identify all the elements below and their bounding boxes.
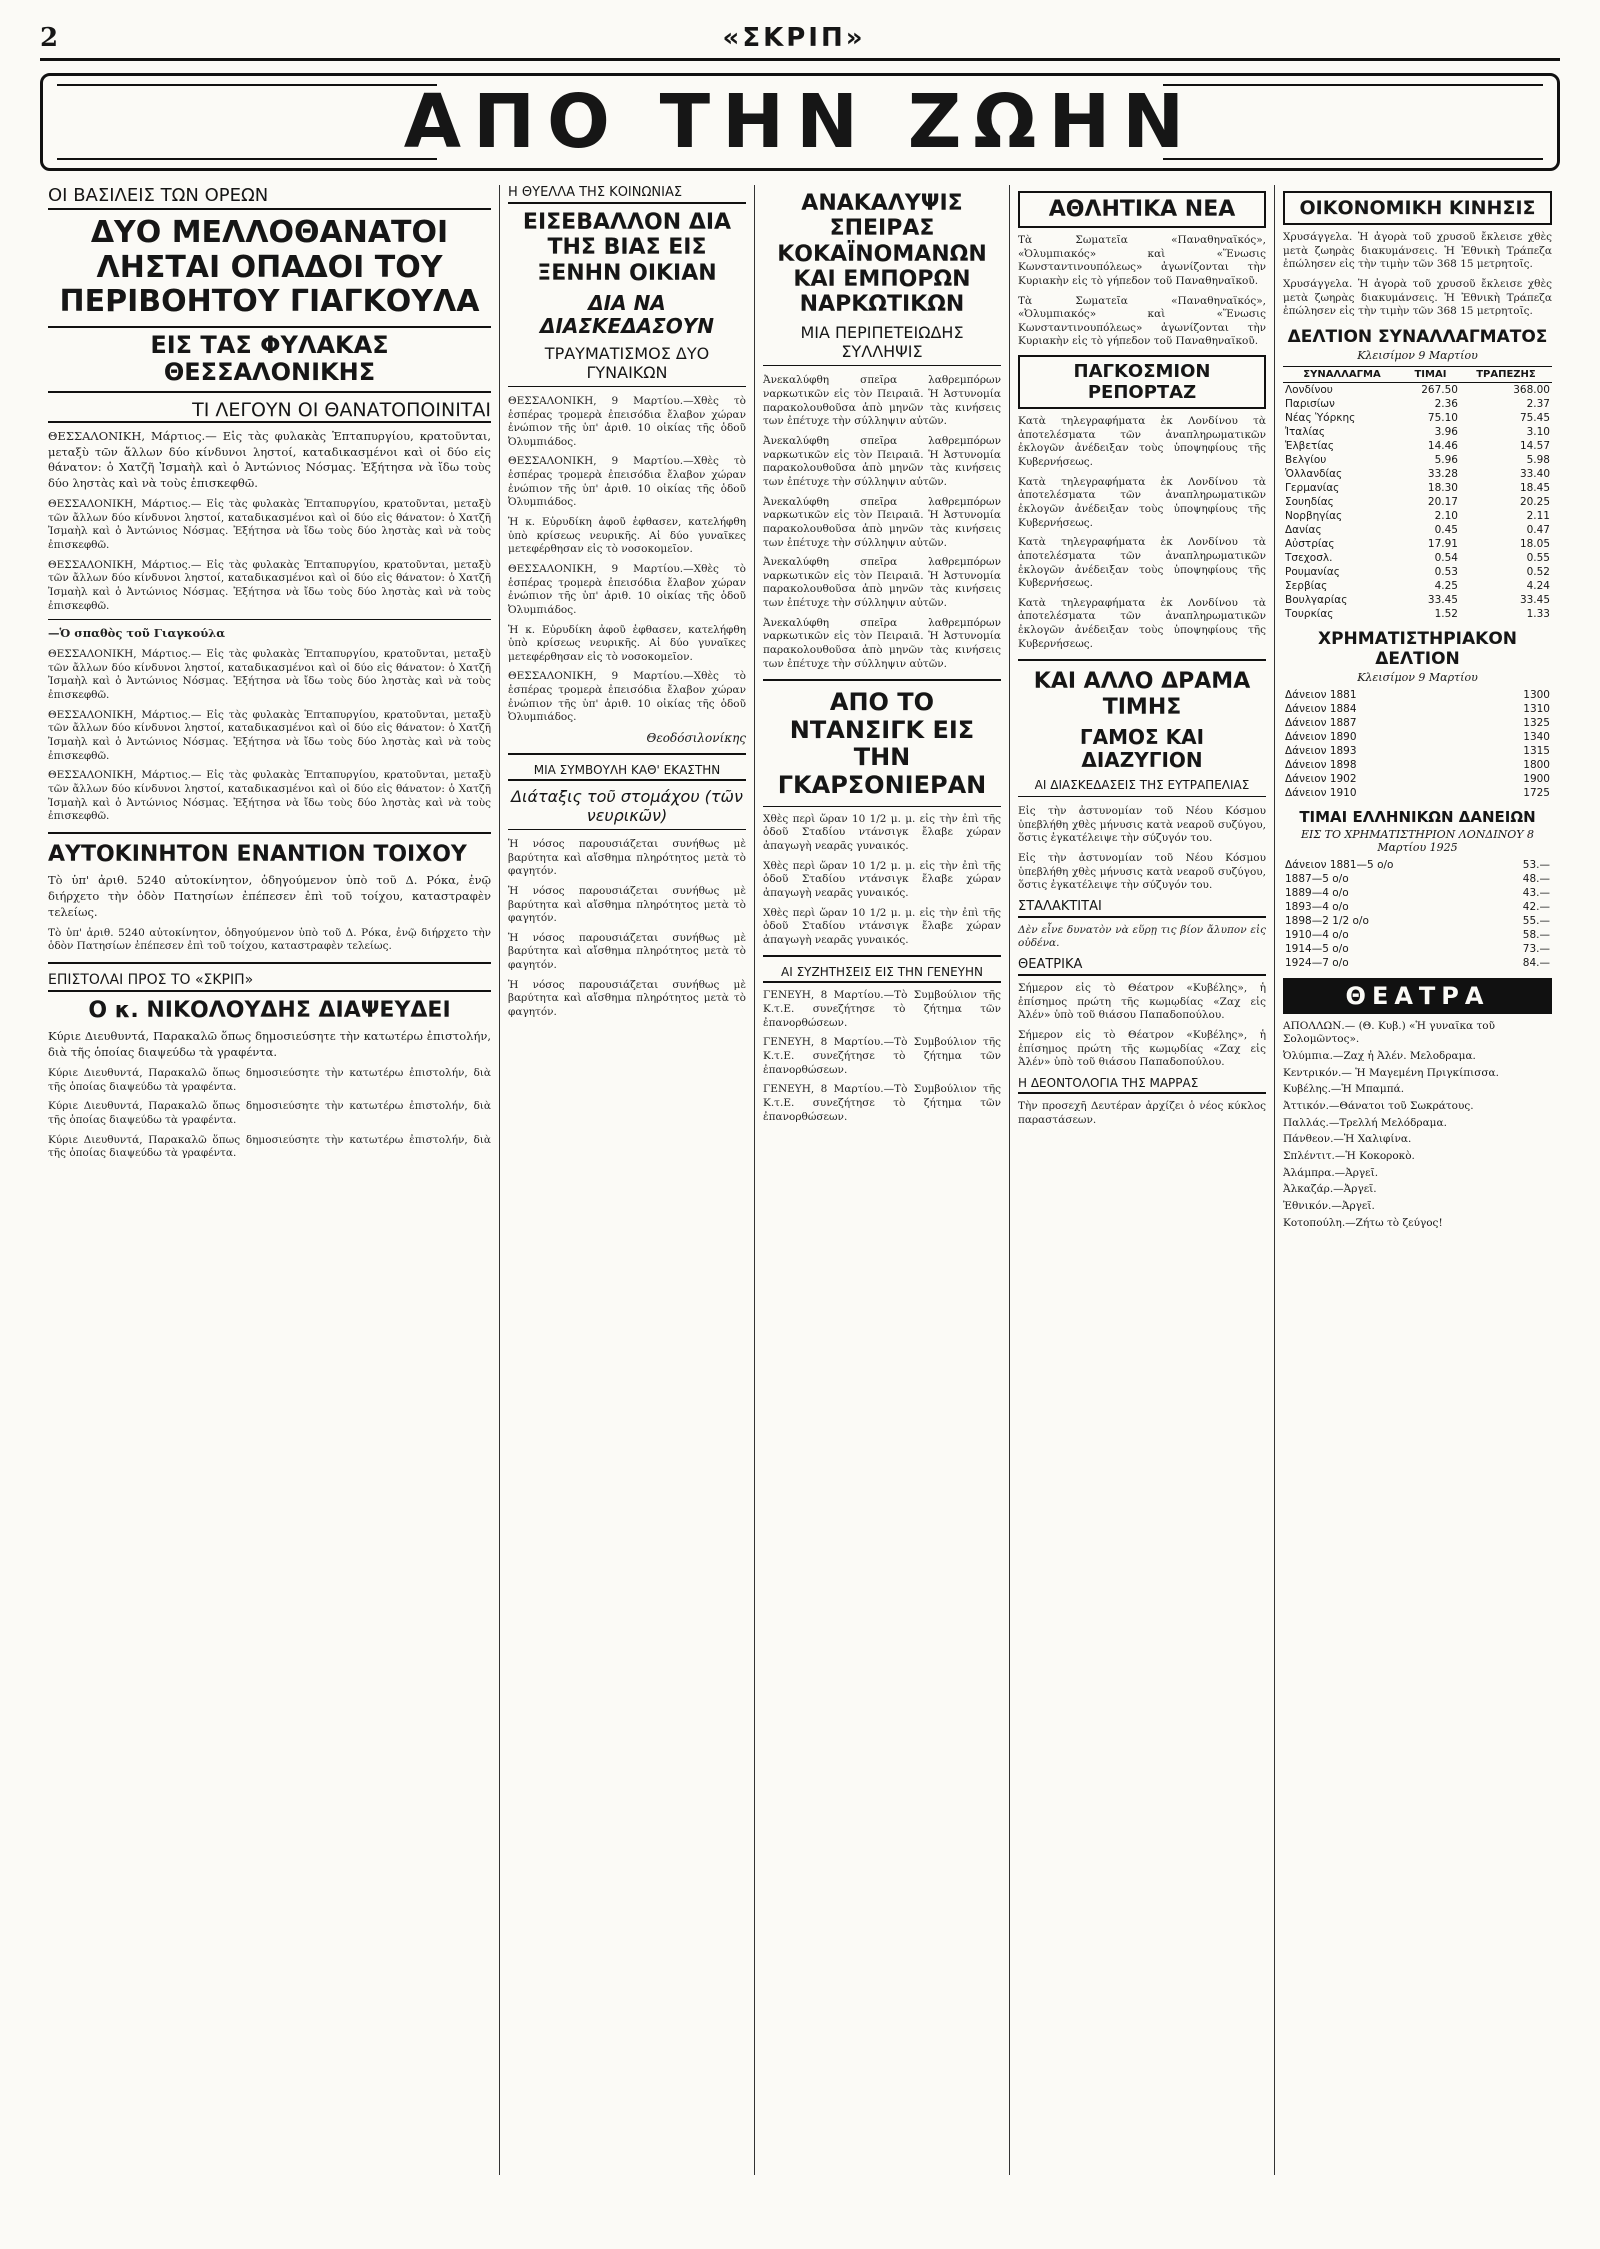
article-text: ΘΕΣΣΑΛΟΝΙΚΗ, 9 Μαρτίου.—Χθὲς τὸ ἑσπέρας τρομερὰ ἐπεισόδια ἔλαβον χώραν ἐνώπιον τῆς ὑπ' ἀριθ. 10 οἰκίας τῆς ὁδοῦ Ὀλυμπιάδος. bbox=[508, 394, 746, 448]
article-text: Χρυσάγγελα. Ἡ ἀγορὰ τοῦ χρυσοῦ ἔκλεισε χθὲς μετὰ ζωηρὰς διακυμάνσεις. Ἡ Ἐθνικὴ Τράπεζα ἐπώλησεν εἰς τὴν τιμὴν τῶν 368 15 μετρητοῖς. bbox=[1283, 277, 1552, 318]
article-text: Κατὰ τηλεγραφήματα ἐκ Λονδίνου τὰ ἀποτελέσματα τῶν ἀναπληρωματικῶν ἐκλογῶν ἀνέδειξαν τοὺς ὑποψηφίους τῆς Κυβερνήσεως. bbox=[1018, 415, 1266, 469]
article-text: Ἀνεκαλύφθη σπεῖρα λαθρεμπόρων ναρκωτικῶν εἰς τὸν Πειραιᾶ. Ἡ Ἀστυνομία παρακολουθοῦσα ἀπὸ μηνῶν τὰς κινήσεις των ἐπέτυχε τὴν σύλληψιν αὐτῶν. bbox=[763, 495, 1001, 549]
table-cell: 4.24 bbox=[1526, 579, 1550, 592]
table-row bbox=[1283, 872, 1552, 886]
table-row bbox=[1283, 425, 1552, 439]
table-row bbox=[1283, 688, 1552, 702]
section-label: ΘΕΑΤΡΙΚΑ bbox=[1018, 957, 1266, 976]
table-cell: 1889—4 ο/ο bbox=[1285, 886, 1349, 899]
table-cell: 33.45 bbox=[1519, 593, 1550, 606]
table-cell: 267.50 bbox=[1421, 383, 1458, 396]
table-row bbox=[1283, 900, 1552, 914]
headline: ΓΑΜΟΣ ΚΑΙ ΔΙΑΖΥΓΙΟΝ bbox=[1079, 724, 1205, 772]
article-text: ΘΕΣΣΑΛΟΝΙΚΗ, 9 Μαρτίου.—Χθὲς τὸ ἑσπέρας τρομερὰ ἐπεισόδια ἔλαβον χώραν ἐνώπιον τῆς ὑπ' ἀριθ. 10 οἰκίας τῆς ὁδοῦ Ὀλυμπιάδος. bbox=[508, 562, 746, 616]
byline: Θεοδόσιλονίκης bbox=[646, 730, 746, 745]
list-item: ΑΠΟΛΛΩΝ.— (Θ. Κυβ.) «Ἡ γυναῖκα τοῦ Σολομῶντος». bbox=[1283, 1019, 1495, 1046]
table-cell: 1.33 bbox=[1526, 607, 1550, 620]
table-cell: 33.28 bbox=[1427, 467, 1458, 480]
article-text: Χθὲς περὶ ὥραν 10 1/2 μ. μ. εἰς τὴν ἐπὶ τῆς ὁδοῦ Σταδίου ντάνσιγκ ἔλαβε χώραν ἀπαγωγὴ νεαρᾶς γυναικός. bbox=[763, 859, 1001, 899]
table-cell: Δάνειον 1902 bbox=[1285, 772, 1357, 785]
subheadline: ΑΙ ΔΙΑΣΚΕΔΑΣΕΙΣ ΤΗΣ ΕΥΤΡΑΠΕΛΙΑΣ bbox=[1018, 778, 1266, 797]
list-item: Ἀλκαζάρ.—Ἀργεῖ. bbox=[1283, 1183, 1377, 1196]
table-cell: Δάνειον 1893 bbox=[1285, 744, 1357, 757]
table-cell: 5.96 bbox=[1434, 453, 1458, 466]
article-text: Τὰ Σωματεῖα «Παναθηναϊκός», «Ὀλυμπιακός» καὶ «Ἕνωσις Κωνσταντινουπόλεως» ἀγωνίζονται τὴν Κυριακὴν εἰς τὸ γήπεδον τοῦ Παναθηναϊκοῦ. bbox=[1018, 234, 1266, 287]
table-cell: 75.45 bbox=[1519, 411, 1550, 424]
table-cell: 1800 bbox=[1523, 758, 1550, 771]
article-text: Κατὰ τηλεγραφήματα ἐκ Λονδίνου τὰ ἀποτελέσματα τῶν ἀναπληρωματικῶν ἐκλογῶν ἀνέδειξαν τοὺς ὑποψηφίους τῆς Κυβερνήσεως. bbox=[1018, 536, 1266, 590]
table-row bbox=[1283, 730, 1552, 744]
theatre-list bbox=[1283, 1020, 1552, 1230]
table-cell: 58.— bbox=[1522, 928, 1550, 941]
list-item: Ἐθνικόν.—Ἀργεῖ. bbox=[1283, 1199, 1375, 1212]
table-row bbox=[1283, 523, 1552, 537]
table-cell: Βελγίου bbox=[1285, 453, 1327, 466]
section-banner bbox=[40, 73, 1560, 171]
table-cell: Ἑλβετίας bbox=[1285, 439, 1335, 452]
table-cell: Δάνειον 1898 bbox=[1285, 758, 1357, 771]
section-box-title: ΑΘΛΗΤΙΚΑ ΝΕΑ bbox=[1018, 191, 1266, 228]
table-cell: 18.30 bbox=[1427, 481, 1458, 494]
article-text: Κύριε Διευθυντά, Παρακαλῶ ὅπως δημοσιεύσητε τὴν κατωτέρω ἐπιστολήν, διὰ τῆς ὁποίας διαψεύδω τὰ γραφέντα. bbox=[48, 1066, 491, 1093]
article-text: Κατὰ τηλεγραφήματα ἐκ Λονδίνου τὰ ἀποτελέσματα τῶν ἀναπληρωματικῶν ἐκλογῶν ἀνέδειξαν τοὺς ὑποψηφίους τῆς Κυβερνήσεως. bbox=[1018, 475, 1266, 529]
table-cell: 2.37 bbox=[1526, 397, 1550, 410]
table-subtitle: Κλεισίμον 9 Μαρτίου bbox=[1357, 348, 1478, 362]
table-row bbox=[1283, 942, 1552, 956]
table-row bbox=[1283, 453, 1552, 467]
table-cell: Δάνειον 1884 bbox=[1285, 702, 1357, 715]
table-row bbox=[1283, 772, 1552, 786]
article-text: ΘΕΣΣΑΛΟΝΙΚΗ, 9 Μαρτίου.—Χθὲς τὸ ἑσπέρας τρομερὰ ἐπεισόδια ἔλαβον χώραν ἐνώπιον τῆς ὑπ' ἀριθ. 10 οἰκίας τῆς ὁδοῦ Ὀλυμπιάδος. bbox=[508, 670, 746, 724]
section-label: ΣΤΑΛΑΚΤΙΤΑΙ bbox=[1018, 899, 1266, 918]
article-text: Χρυσάγγελα. Ἡ ἀγορὰ τοῦ χρυσοῦ ἔκλεισε χθὲς μετὰ ζωηρὰς διακυμάνσεις. Ἡ Ἐθνικὴ Τράπεζα ἐπώλησεν εἰς τὴν τιμὴν τῶν 368 15 μετρητοῖς. bbox=[1283, 231, 1552, 271]
table-cell: 1725 bbox=[1523, 786, 1550, 799]
table-cell: Δανίας bbox=[1285, 523, 1322, 536]
table-cell: 42.— bbox=[1522, 900, 1550, 913]
table-cell: Σουηδίας bbox=[1285, 495, 1334, 508]
table-cell: 2.11 bbox=[1526, 509, 1550, 522]
page-number: 2 bbox=[40, 23, 59, 53]
table-header-row bbox=[1283, 366, 1552, 382]
table-cell: 2.36 bbox=[1434, 397, 1458, 410]
table-cell: Νέας Ὑόρκης bbox=[1285, 411, 1356, 424]
table-row bbox=[1283, 716, 1552, 730]
article-text: Ἡ νόσος παρουσιάζεται συνήθως μὲ βαρύτητα καὶ αἴσθημα πληρότητος μετὰ τὸ φαγητόν. bbox=[508, 837, 746, 878]
article-text: Κύριε Διευθυντά, Παρακαλῶ ὅπως δημοσιεύσητε τὴν κατωτέρω ἐπιστολήν, διὰ τῆς ὁποίας διαψεύδω τὰ γραφέντα. bbox=[48, 1133, 491, 1160]
column-3 bbox=[755, 185, 1010, 2175]
column-5 bbox=[1275, 185, 1560, 2175]
headline: ΔΥΟ ΜΕΛΛΟΘΑΝΑΤΟΙ ΛΗΣΤΑΙ ΟΠΑΔΟΙ ΤΟΥ ΠΕΡΙΒΟΗΤΟΥ ΓΙΑΓΚΟΥΛΑ bbox=[59, 215, 480, 319]
table-cell: 1910—4 ο/ο bbox=[1285, 928, 1349, 941]
table-cell: Ὁλλανδίας bbox=[1285, 467, 1343, 480]
subheadline: ΤΡΑΥΜΑΤΙΣΜΟΣ ΔΥΟ ΓΥΝΑΙΚΩΝ bbox=[508, 344, 746, 387]
article-text: Τὴν προσεχῆ Δευτέραν ἀρχίζει ὁ νέος κύκλος παραστάσεων. bbox=[1018, 1099, 1266, 1126]
table-cell: 18.45 bbox=[1519, 481, 1550, 494]
table-row bbox=[1283, 914, 1552, 928]
table-cell: 0.45 bbox=[1434, 523, 1458, 536]
article-text: Εἰς τὴν ἀστυνομίαν τοῦ Νέου Κόσμου ὑπεβλήθη χθὲς μήνυσις κατὰ νεαροῦ συζύγου, ὅστις ἐγκατέλειψε τὴν σύζυγόν του. bbox=[1018, 804, 1266, 845]
headline: ΑΝΑΚΑΛΥΨΙΣ ΣΠΕΙΡΑΣ ΚΟΚΑΪΝΟΜΑΝΩΝ ΚΑΙ ΕΜΠΟΡΩΝ ΝΑΡΚΩΤΙΚΩΝ bbox=[777, 191, 987, 318]
table-row bbox=[1283, 382, 1552, 397]
column-4 bbox=[1010, 185, 1275, 2175]
column-header: ΤΡΑΠΕΖΗΣ bbox=[1460, 366, 1552, 382]
table-row bbox=[1283, 537, 1552, 551]
table-cell: Δάνειον 1881—5 ο/ο bbox=[1285, 858, 1394, 871]
article-text: Εἰς τὴν ἀστυνομίαν τοῦ Νέου Κόσμου ὑπεβλήθη χθὲς μήνυσις κατὰ νεαροῦ συζύγου, ὅστις ἐγκατέλειψε τὴν σύζυγόν του. bbox=[1018, 851, 1266, 892]
table-cell: 4.25 bbox=[1434, 579, 1458, 592]
article-text: ΘΕΣΣΑΛΟΝΙΚΗ, 9 Μαρτίου.—Χθὲς τὸ ἑσπέρας τρομερὰ ἐπεισόδια ἔλαβον χώραν ἐνώπιον τῆς ὑπ' ἀριθ. 10 οἰκίας τῆς ὁδοῦ Ὀλυμπιάδος. bbox=[508, 455, 746, 509]
table-cell: Δάνειον 1910 bbox=[1285, 786, 1357, 799]
list-item: Ὀλύμπια.—Ζαχ ἠ Ἀλέν. Μελοδραμα. bbox=[1283, 1050, 1476, 1063]
table-cell: 20.25 bbox=[1519, 495, 1550, 508]
article-text: Ἀνεκαλύφθη σπεῖρα λαθρεμπόρων ναρκωτικῶν εἰς τὸν Πειραιᾶ. Ἡ Ἀστυνομία παρακολουθοῦσα ἀπὸ μηνῶν τὰς κινήσεις των ἐπέτυχε τὴν σύλληψιν αὐτῶν. bbox=[763, 616, 1001, 670]
table-cell: 0.52 bbox=[1526, 565, 1550, 578]
table-cell: 84.— bbox=[1522, 956, 1550, 969]
table-row bbox=[1283, 439, 1552, 453]
article-text: Τὰ Σωματεῖα «Παναθηναϊκός», «Ὀλυμπιακός» καὶ «Ἕνωσις Κωνσταντινουπόλεως» ἀγωνίζονται τὴν Κυριακὴν εἰς τὸ γήπεδον τοῦ Παναθηναϊκοῦ. bbox=[1018, 294, 1266, 348]
article-text: Κύριε Διευθυντά, Παρακαλῶ ὅπως δημοσιεύσητε τὴν κατωτέρω ἐπιστολήν, διὰ τῆς ὁποίας διαψεύδω τὰ γραφέντα. bbox=[48, 1100, 491, 1126]
table-cell: 55.— bbox=[1522, 914, 1550, 927]
article-text: Τὸ ὑπ' ἀριθ. 5240 αὐτοκίνητον, ὁδηγούμενον ὑπὸ τοῦ Δ. Ρόκα, ἐνῷ διήρχετο τὴν ὁδὸν Πατησίων ἐπέπεσεν ἐπὶ τοῦ τοίχου, καταστραφὲν τελείως. bbox=[48, 873, 491, 919]
theatre-title: ΘΕΑΤΡΑ bbox=[1283, 978, 1552, 1014]
table-row bbox=[1283, 509, 1552, 523]
table-cell: 0.55 bbox=[1526, 551, 1550, 564]
table-cell: 1887—5 ο/ο bbox=[1285, 872, 1349, 885]
table-cell: 1315 bbox=[1523, 744, 1550, 757]
exchange-table bbox=[1283, 366, 1552, 621]
article-text: ΘΕΣΣΑΛΟΝΙΚΗ, Μάρτιος.— Εἰς τὰς φυλακὰς Ἑπταπυργίου, κρατοῦνται, μεταξὺ τῶν ἄλλων δύο κίνδυνοι ληστοί, καταδικασμένοι καὶ οἱ δύο εἰς θάνατον: ὁ Χατζῆ Ἰσμαὴλ καὶ ὁ Ἀντώνιος Νόσμας. Ἐξήτησα νὰ ἴδω τοὺς δύο ληστὰς καὶ νὰ τοὺς ἐπισκεφθῶ. bbox=[48, 558, 491, 612]
list-item: Ἀλάμπρα.—Ἀργεῖ. bbox=[1283, 1166, 1379, 1179]
table-cell: 1924—7 ο/ο bbox=[1285, 956, 1349, 969]
table-cell: 33.40 bbox=[1519, 467, 1550, 480]
article-text: Ἡ κ. Εὐρυδίκη ἀφοῦ ἐφθασεν, κατελήφθη ὑπὸ κρίσεως νευρικῆς. Αἱ δύο γυναῖκες μετεφέρθησαν εἰς τὸ νοσοκομεῖον. bbox=[508, 623, 746, 663]
table-cell: 1300 bbox=[1523, 688, 1550, 701]
list-item: Ἀττικόν.—Θάνατοι τοῦ Σωκράτους. bbox=[1283, 1100, 1474, 1113]
table-cell: Δάνειον 1890 bbox=[1285, 730, 1357, 743]
table-row bbox=[1283, 744, 1552, 758]
table-cell: Τουρκίας bbox=[1285, 607, 1334, 620]
list-item: Κεντρικόν.— Ἡ Μαγεμένη Πριγκίπισσα. bbox=[1283, 1066, 1499, 1079]
article-text: ΓΕΝΕΥΗ, 8 Μαρτίου.—Τὸ Συμβούλιον τῆς Κ.τ.Ε. συνεζήτησε τὸ ζήτημα τῶν ἐπανορθώσεων. bbox=[763, 1083, 1001, 1123]
table-row bbox=[1283, 411, 1552, 425]
article-text: Ἡ νόσος παρουσιάζεται συνήθως μὲ βαρύτητα καὶ αἴσθημα πληρότητος μετὰ τὸ φαγητόν. bbox=[508, 884, 746, 925]
table-row bbox=[1283, 607, 1552, 621]
table-cell: Δάνειον 1881 bbox=[1285, 688, 1357, 701]
table-cell: 0.47 bbox=[1526, 523, 1550, 536]
column-1 bbox=[40, 185, 500, 2175]
table-row bbox=[1283, 397, 1552, 411]
table-cell: 368.00 bbox=[1513, 383, 1550, 396]
table-row bbox=[1283, 579, 1552, 593]
table-cell: Ἰταλίας bbox=[1285, 425, 1326, 438]
article-text: ΘΕΣΣΑΛΟΝΙΚΗ, Μάρτιος.— Εἰς τὰς φυλακὰς Ἑπταπυργίου, κρατοῦνται, μεταξὺ τῶν ἄλλων δύο κίνδυνοι ληστοί, καταδικασμένοι καὶ οἱ δύο εἰς θάνατον: ὁ Χατζῆ Ἰσμαὴλ καὶ ὁ Ἀντώνιος Νόσμας. Ἐξήτησα νὰ ἴδω τοὺς δύο ληστὰς καὶ νὰ τοὺς ἐπισκεφθῶ. bbox=[48, 708, 491, 762]
table-cell: 1898—2 1/2 ο/ο bbox=[1285, 914, 1369, 927]
table-cell: 1914—5 ο/ο bbox=[1285, 942, 1349, 955]
article-text: Ἀνεκαλύφθη σπεῖρα λαθρεμπόρων ναρκωτικῶν εἰς τὸν Πειραιᾶ. Ἡ Ἀστυνομία παρακολουθοῦσα ἀπὸ μηνῶν τὰς κινήσεις των ἐπέτυχε τὴν σύλληψιν αὐτῶν. bbox=[763, 435, 1001, 488]
newspaper-page bbox=[40, 0, 1560, 2198]
table-cell: 43.— bbox=[1522, 886, 1550, 899]
kicker: ΟΙ ΒΑΣΙΛΕΙΣ ΤΩΝ ΟΡΕΩΝ bbox=[48, 185, 491, 210]
table-cell: Νορβηγίας bbox=[1285, 509, 1343, 522]
headline: ΕΙΣ ΤΑΣ ΦΥΛΑΚΑΣ ΘΕΣΣΑΛΟΝΙΚΗΣ bbox=[48, 326, 491, 393]
table-row bbox=[1283, 758, 1552, 772]
article-text: Χθὲς περὶ ὥραν 10 1/2 μ. μ. εἰς τὴν ἐπὶ τῆς ὁδοῦ Σταδίου ντάνσιγκ ἔλαβε χώραν ἀπαγωγὴ νεαρᾶς γυναικός. bbox=[763, 812, 1001, 852]
table-cell: 3.10 bbox=[1526, 425, 1550, 438]
section-label: Η ΔΕΟΝΤΟΛΟΓΙΑ ΤΗΣ ΜΑΡΡΑΣ bbox=[1018, 1076, 1266, 1094]
bond-table bbox=[1283, 858, 1552, 970]
article-text: ΓΕΝΕΥΗ, 8 Μαρτίου.—Τὸ Συμβούλιον τῆς Κ.τ.Ε. συνεζήτησε τὸ ζήτημα τῶν ἐπανορθώσεων. bbox=[763, 1036, 1001, 1076]
table-title: ΔΕΛΤΙΟΝ ΣΥΝΑΛΛΑΓΜΑΤΟΣ bbox=[1287, 326, 1548, 347]
table-cell: Δάνειον 1887 bbox=[1285, 716, 1357, 729]
table-cell: Βουλγαρίας bbox=[1285, 593, 1348, 606]
list-item: Κοτοπούλη.—Ζήτω τὸ ζεύγος! bbox=[1283, 1216, 1443, 1229]
table-cell: Γερμανίας bbox=[1285, 481, 1340, 494]
section-label: ΑΙ ΣΥΖΗΤΗΣΕΙΣ ΕΙΣ ΤΗΝ ΓΕΝΕΥΗΝ bbox=[763, 965, 1001, 983]
column-header: ΣΥΝΑΛΛΑΓΜΑ bbox=[1283, 366, 1401, 382]
table-cell: 75.10 bbox=[1427, 411, 1458, 424]
article-text: Τὸ ὑπ' ἀριθ. 5240 αὐτοκίνητον, ὁδηγούμενον ὑπὸ τοῦ Δ. Ρόκα, ἐνῷ διήρχετο τὴν ὁδὸν Πατησίων ἐπέπεσεν ἐπὶ τοῦ τοίχου, καταστραφὲν τελείως. bbox=[48, 926, 491, 953]
article-text: Ἡ κ. Εὐρυδίκη ἀφοῦ ἐφθασεν, κατελήφθη ὑπὸ κρίσεως νευρικῆς. Αἱ δύο γυναῖκες μετεφέρθησαν εἰς τὸ νοσοκομεῖον. bbox=[508, 516, 746, 556]
table-cell: 2.10 bbox=[1434, 509, 1458, 522]
subheadline: ΜΙΑ ΠΕΡΙΠΕΤΕΙΩΔΗΣ ΣΥΛΛΗΨΙΣ bbox=[763, 323, 1001, 366]
subsection-title: —Ὁ σπαθὸς τοῦ Γιαγκούλα bbox=[48, 626, 226, 641]
list-item: Κυβέλης.—Ἡ Μπαμπά. bbox=[1283, 1083, 1405, 1096]
table-cell: 1893—4 ο/ο bbox=[1285, 900, 1349, 913]
stock-table bbox=[1283, 688, 1552, 800]
table-cell: 18.05 bbox=[1519, 537, 1550, 550]
article-text: Σήμερον εἰς τὸ Θέατρον «Κυβέλης», ἡ ἐπίσημος πρώτη τῆς κωμῳδίας «Ζαχ εἰς Ἀλέν» ὑπὸ τοῦ θιάσου Παπαδοπούλου. bbox=[1018, 1029, 1266, 1069]
table-cell: 73.— bbox=[1522, 942, 1550, 955]
column-header: ΤΙΜΑΙ bbox=[1401, 366, 1460, 382]
table-row bbox=[1283, 886, 1552, 900]
list-item: Παλλάς.—Τρελλή Μελόδραμα. bbox=[1283, 1116, 1447, 1129]
headline: Ο κ. ΝΙΚΟΛΟΥΔΗΣ ΔΙΑΨΕΥΔΕΙ bbox=[88, 997, 451, 1023]
table-row bbox=[1283, 702, 1552, 716]
table-cell: Ρουμανίας bbox=[1285, 565, 1340, 578]
table-cell: Σερβίας bbox=[1285, 579, 1328, 592]
table-cell: 1900 bbox=[1523, 772, 1550, 785]
table-cell: 1340 bbox=[1523, 730, 1550, 743]
headline: ΕΙΣΕΒΑΛΛΟΝ ΔΙΑ ΤΗΣ ΒΙΑΣ ΕΙΣ ΞΕΝΗΝ ΟΙΚΙΑΝ bbox=[522, 210, 732, 286]
table-row bbox=[1283, 467, 1552, 481]
article-text: Ἡ νόσος παρουσιάζεται συνήθως μὲ βαρύτητα καὶ αἴσθημα πληρότητος μετὰ τὸ φαγητόν. bbox=[508, 931, 746, 972]
letters-kicker: ΕΠΙΣΤΟΛΑΙ ΠΡΟΣ ΤΟ «ΣΚΡΙΠ» bbox=[48, 972, 491, 992]
table-cell: 14.46 bbox=[1427, 439, 1458, 452]
table-cell: 3.96 bbox=[1434, 425, 1458, 438]
table-cell: Παρισίων bbox=[1285, 397, 1335, 410]
table-row bbox=[1283, 495, 1552, 509]
article-text: Δὲν εἶνε δυνατὸν νὰ εὕρῃ τις βίον ἄλυπον εἰς οὐδένα. bbox=[1018, 923, 1266, 950]
headline: ΚΑΙ ΑΛΛΟ ΔΡΑΜΑ ΤΙΜΗΣ bbox=[1033, 669, 1251, 720]
column-2 bbox=[500, 185, 755, 2175]
kicker: Η ΘΥΕΛΛΑ ΤΗΣ ΚΟΙΝΩΝΙΑΣ bbox=[508, 185, 746, 204]
list-item: Σπλέντιτ.—Ἡ Κοκοροκὸ. bbox=[1283, 1149, 1415, 1162]
table-row bbox=[1283, 593, 1552, 607]
section-banner-title: ΑΠΟ ΤΗΝ ΖΩΗΝ bbox=[403, 79, 1197, 165]
section-title: Διάταξις τοῦ στομάχου (τῶν νευρικῶν) bbox=[508, 787, 746, 830]
table-row bbox=[1283, 786, 1552, 800]
table-cell: 0.54 bbox=[1434, 551, 1458, 564]
table-row bbox=[1283, 565, 1552, 579]
table-subtitle: Κλεισίμον 9 Μαρτίου bbox=[1357, 670, 1478, 684]
article-text: Ἡ νόσος παρουσιάζεται συνήθως μὲ βαρύτητα καὶ αἴσθημα πληρότητος μετὰ τὸ φαγητόν. bbox=[508, 978, 746, 1019]
table-subtitle: ΕΙΣ ΤΟ ΧΡΗΜΑΤΙΣΤΗΡΙΟΝ ΛΟΝΔΙΝΟΥ 8 Μαρτίου 1925 bbox=[1300, 827, 1535, 854]
table-cell: Αὐστρίας bbox=[1285, 537, 1335, 550]
headline: ΑΠΟ ΤΟ ΝΤΑΝΣΙΓΚ ΕΙΣ ΤΗΝ ΓΚΑΡΣΟΝΙΕΡΑΝ bbox=[777, 688, 987, 800]
table-cell: 33.45 bbox=[1427, 593, 1458, 606]
table-cell: 14.57 bbox=[1519, 439, 1550, 452]
table-cell: 1.52 bbox=[1434, 607, 1458, 620]
table-title: ΤΙΜΑΙ ΕΛΛΗΝΙΚΩΝ ΔΑΝΕΙΩΝ bbox=[1299, 807, 1536, 826]
section-box-title: ΟΙΚΟΝΟΜΙΚΗ ΚΙΝΗΣΙΣ bbox=[1283, 191, 1552, 225]
table-cell: 5.98 bbox=[1526, 453, 1550, 466]
table-row bbox=[1283, 928, 1552, 942]
article-text: ΘΕΣΣΑΛΟΝΙΚΗ, Μάρτιος.— Εἰς τὰς φυλακὰς Ἑπταπυργίου, κρατοῦνται, μεταξὺ τῶν ἄλλων δύο κίνδυνοι ληστοί, καταδικασμένοι καὶ οἱ δύο εἰς θάνατον: ὁ Χατζῆ Ἰσμαὴλ καὶ ὁ Ἀντώνιος Νόσμας. Ἐξήτησα νὰ ἴδω τοὺς δύο ληστὰς καὶ νὰ τοὺς ἐπισκεφθῶ. bbox=[48, 648, 491, 702]
headline: ΔΙΑ ΝΑ ΔΙΑΣΚΕΔΑΣΟΥΝ bbox=[539, 290, 715, 338]
article-text: ΘΕΣΣΑΛΟΝΙΚΗ, Μάρτιος.— Εἰς τὰς φυλακὰς Ἑπταπυργίου, κρατοῦνται, μεταξὺ τῶν ἄλλων δύο κίνδυνοι ληστοί, καταδικασμένοι καὶ οἱ δύο εἰς θάνατον: ὁ Χατζῆ Ἰσμαὴλ καὶ ὁ Ἀντώνιος Νόσμας. Ἐξήτησα νὰ ἴδω τοὺς δύο ληστὰς καὶ νὰ τοὺς ἐπισκεφθῶ. bbox=[48, 769, 491, 823]
table-cell: 1325 bbox=[1523, 716, 1550, 729]
article-columns bbox=[40, 185, 1560, 2175]
paper-name: «ΣΚΡΙΠ» bbox=[722, 23, 866, 53]
table-row bbox=[1283, 481, 1552, 495]
table-cell: 20.17 bbox=[1427, 495, 1458, 508]
table-row bbox=[1283, 551, 1552, 565]
table-cell: 53.— bbox=[1522, 858, 1550, 871]
headline: ΑΥΤΟΚΙΝΗΤΟΝ ΕΝΑΝΤΙΟΝ ΤΟΙΧΟΥ bbox=[48, 841, 467, 867]
article-text: Ἀνεκαλύφθη σπεῖρα λαθρεμπόρων ναρκωτικῶν εἰς τὸν Πειραιᾶ. Ἡ Ἀστυνομία παρακολουθοῦσα ἀπὸ μηνῶν τὰς κινήσεις των ἐπέτυχε τὴν σύλληψιν αὐτῶν. bbox=[763, 556, 1001, 610]
article-text: ΘΕΣΣΑΛΟΝΙΚΗ, Μάρτιος.— Εἰς τὰς φυλακὰς Ἑπταπυργίου, κρατοῦνται, μεταξὺ τῶν ἄλλων δύο κίνδυνοι ληστοί, καταδικασμένοι καὶ οἱ δύο εἰς θάνατον: ὁ Χατζῆ Ἰσμαὴλ καὶ ὁ Ἀντώνιος Νόσμας. Ἐξήτησα νὰ ἴδω τοὺς δύο ληστὰς καὶ νὰ τοὺς ἐπισκεφθῶ. bbox=[48, 498, 491, 552]
table-title: ΧΡΗΜΑΤΙΣΤΗΡΙΑΚΟΝ ΔΕΛΤΙΟΝ bbox=[1317, 628, 1518, 669]
table-row bbox=[1283, 858, 1552, 872]
table-cell: Τσεχοσλ. bbox=[1285, 551, 1333, 564]
article-text: Σήμερον εἰς τὸ Θέατρον «Κυβέλης», ἡ ἐπίσημος πρώτη τῆς κωμῳδίας «Ζαχ εἰς Ἀλέν» ὑπὸ τοῦ θιάσου Παπαδοπούλου. bbox=[1018, 982, 1266, 1022]
list-item: Πάνθεον.—Ἡ Χαλιφίνα. bbox=[1283, 1133, 1412, 1146]
table-cell: 17.91 bbox=[1427, 537, 1458, 550]
table-row bbox=[1283, 956, 1552, 970]
section-box-title: ΠΑΓΚΟΣΜΙΟΝ ΡΕΠΟΡΤΑΖ bbox=[1018, 355, 1266, 409]
table-cell: 48.— bbox=[1522, 872, 1550, 885]
subheadline: ΤΙ ΛΕΓΟΥΝ ΟΙ ΘΑΝΑΤΟΠΟΙΝΙΤΑΙ bbox=[48, 399, 491, 423]
table-cell: Λονδίνου bbox=[1285, 383, 1333, 396]
article-text: Ἀνεκαλύφθη σπεῖρα λαθρεμπόρων ναρκωτικῶν εἰς τὸν Πειραιᾶ. Ἡ Ἀστυνομία παρακολουθοῦσα ἀπὸ μηνῶν τὰς κινήσεις των ἐπέτυχε τὴν σύλληψιν αὐτῶν. bbox=[763, 374, 1001, 428]
article-text: Κύριε Διευθυντά, Παρακαλῶ ὅπως δημοσιεύσητε τὴν κατωτέρω ἐπιστολήν, διὰ τῆς ὁποίας διαψεύδω τὰ γραφέντα. bbox=[48, 1029, 491, 1060]
masthead-bar bbox=[40, 18, 1560, 61]
article-text: Κατὰ τηλεγραφήματα ἐκ Λονδίνου τὰ ἀποτελέσματα τῶν ἀναπληρωματικῶν ἐκλογῶν ἀνέδειξαν τοὺς ὑποψηφίους τῆς Κυβερνήσεως. bbox=[1018, 596, 1266, 650]
section-label: ΜΙΑ ΣΥΜΒΟΥΛΗ ΚΑΘ' ΕΚΑΣΤΗΝ bbox=[508, 763, 746, 781]
article-text: ΘΕΣΣΑΛΟΝΙΚΗ, Μάρτιος.— Εἰς τὰς φυλακὰς Ἑπταπυργίου, κρατοῦνται, μεταξὺ τῶν ἄλλων δύο κίνδυνοι ληστοί, καταδικασμένοι καὶ οἱ δύο εἰς θάνατον: ὁ Χατζῆ Ἰσμαὴλ καὶ ὁ Ἀντώνιος Νόσμας. Ἐξήτησα νὰ ἴδω τοὺς δύο ληστὰς καὶ νὰ τοὺς ἐπισκεφθῶ. bbox=[48, 428, 491, 491]
article-text: ΓΕΝΕΥΗ, 8 Μαρτίου.—Τὸ Συμβούλιον τῆς Κ.τ.Ε. συνεζήτησε τὸ ζήτημα τῶν ἐπανορθώσεων. bbox=[763, 989, 1001, 1029]
table-cell: 0.53 bbox=[1434, 565, 1458, 578]
article-text: Χθὲς περὶ ὥραν 10 1/2 μ. μ. εἰς τὴν ἐπὶ τῆς ὁδοῦ Σταδίου ντάνσιγκ ἔλαβε χώραν ἀπαγωγὴ νεαρᾶς γυναικός. bbox=[763, 906, 1001, 946]
table-cell: 1310 bbox=[1523, 702, 1550, 715]
